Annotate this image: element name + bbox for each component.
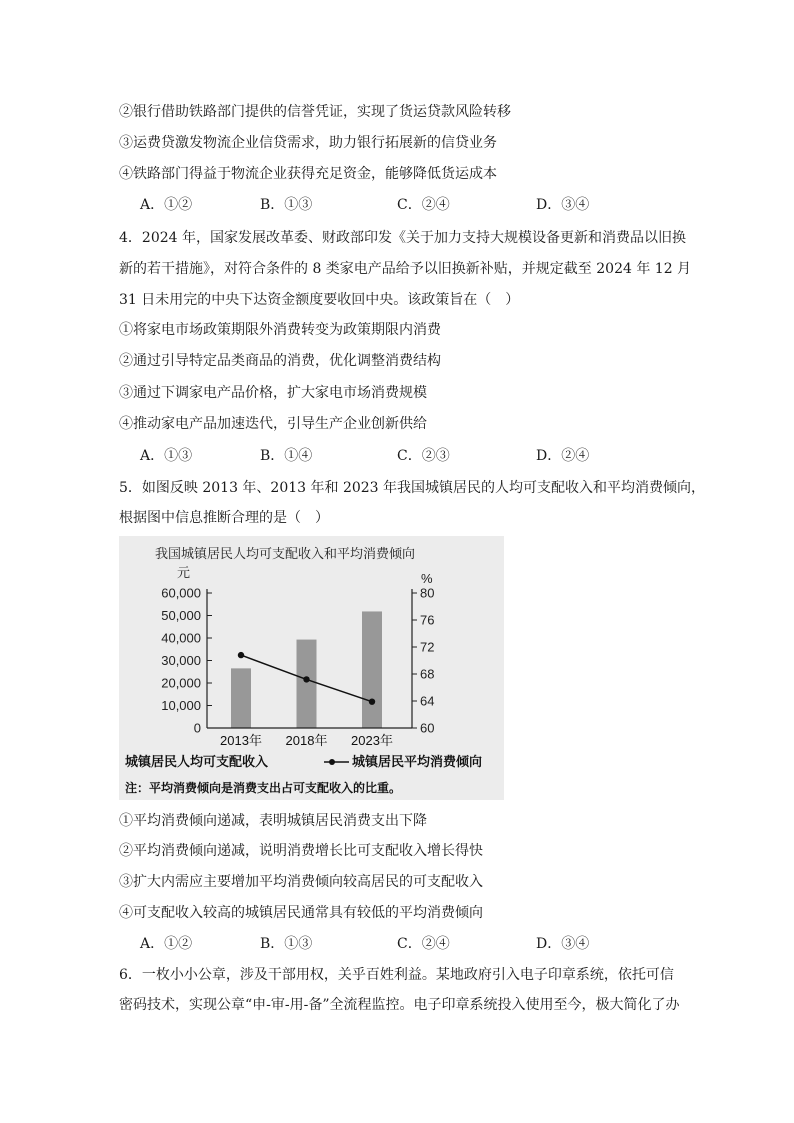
chart-legend	[125, 754, 482, 769]
q4-option-b: B．①④	[260, 448, 313, 464]
q5-statement-3: ③扩大内需应主要增加平均消费倾向较高居民的可支配收入	[119, 874, 483, 890]
q5-option-a: A．①②	[140, 936, 193, 952]
left-tick-label: 20,000	[161, 675, 201, 691]
consumption-propensity-point	[369, 698, 375, 704]
q5-statement-1: ①平均消费倾向递减，表明城镇居民消费支出下降	[119, 813, 427, 829]
income-bar	[231, 668, 251, 728]
q4-statement-1: ①将家电市场政策期限外消费转变为政策期限内消费	[119, 322, 441, 338]
q4-stem-line-2: 新的若干措施》，对符合条件的 8 类家电产品给予以旧换新补贴，并规定截至 2024 年 12 月	[119, 261, 692, 277]
q4-statement-3: ③通过下调家电产品价格，扩大家电市场消费规模	[119, 385, 427, 401]
right-tick-label: 76	[420, 612, 435, 628]
q5-statement-2: ②平均消费倾向递减，说明消费增长比可支配收入增长得快	[119, 843, 483, 859]
category-label: 2018年	[285, 733, 328, 748]
left-tick-label: 10,000	[161, 698, 201, 713]
chart-svg	[119, 536, 504, 800]
category-label: 2013年	[220, 733, 262, 748]
q5-option-b: B．①③	[260, 936, 313, 952]
q3-statement-2: ②银行借助铁路部门提供的信誉凭证，实现了货运贷款风险转移	[119, 104, 511, 120]
q4-option-c: C．②③	[397, 448, 450, 464]
q3-statement-3: ③运费贷激发物流企业信贷需求，助力银行拓展新的信贷业务	[119, 135, 497, 151]
left-tick-label: 50,000	[161, 608, 201, 623]
q5-stem-line-2: 根据图中信息推断合理的是（ ）	[119, 510, 329, 526]
consumption-propensity-point	[303, 676, 309, 682]
q5-chart	[119, 536, 504, 800]
left-tick-label: 60,000	[161, 585, 201, 601]
q3-options	[140, 195, 660, 215]
consumption-propensity-point	[238, 652, 244, 658]
q3-option-b: B．①③	[260, 197, 313, 213]
q6-stem-line-1: 6．一枚小小公章，涉及干部用权，关乎百姓利益。某地政府引入电子印章系统，依托可信	[119, 967, 674, 983]
right-tick-label: 80	[420, 585, 435, 601]
left-tick-label: 0	[193, 720, 201, 736]
right-tick-label: 72	[420, 639, 435, 655]
category-label: 2023年	[351, 733, 393, 748]
left-tick-label: 30,000	[161, 653, 201, 668]
q3-option-d: D．③④	[536, 197, 590, 213]
chart-note: 注：平均消费倾向是消费支出占可支配收入的比重。	[125, 781, 402, 795]
legend-bar-label: 城镇居民人均可支配收入	[125, 754, 269, 769]
q4-statement-2: ②通过引导特定品类商品的消费，优化调整消费结构	[119, 353, 441, 369]
right-tick-label: 68	[420, 666, 435, 682]
q3-option-c: C．②④	[397, 197, 450, 213]
q4-option-d: D．②④	[536, 448, 590, 464]
q6-stem-line-2: 密码技术，实现公章“申-审-用-备”全流程监控。电子印章系统投入使用至今，极大简化了办	[119, 997, 680, 1013]
q4-statement-4: ④推动家电产品加速迭代，引导生产企业创新供给	[119, 416, 427, 432]
income-bar	[297, 640, 317, 728]
q5-stem-line-1: 5．如图反映 2013 年、2013 年和 2023 年我国城镇居民的人均可支配收入和平均消费倾向，	[119, 480, 706, 496]
q4-option-a: A．①③	[140, 448, 193, 464]
right-tick-label: 64	[420, 693, 435, 709]
chart-title: 我国城镇居民人均可支配收入和平均消费倾向	[155, 546, 416, 561]
q5-statement-4: ④可支配收入较高的城镇居民通常具有较低的平均消费倾向	[119, 905, 483, 921]
left-axis-unit: 元	[177, 565, 191, 580]
q4-options	[140, 446, 660, 466]
q3-statement-4: ④铁路部门得益于物流企业获得充足资金，能够降低货运成本	[119, 166, 497, 182]
q5-option-c: C．②④	[397, 936, 450, 952]
q4-stem-line-3: 31 日未用完的中央下达资金额度要收回中央。该政策旨在（ ）	[119, 292, 520, 308]
q3-option-a: A．①②	[140, 197, 193, 213]
q5-option-d: D．③④	[536, 936, 590, 952]
legend-line-label: 城镇居民平均消费倾向	[352, 754, 483, 769]
legend-line-marker	[329, 759, 335, 765]
income-bar	[362, 611, 382, 728]
q4-stem-line-1: 4．2024 年，国家发展改革委、财政部印发《关于加力支持大规模设备更新和消费品以旧换	[119, 230, 686, 246]
right-axis-unit: %	[421, 571, 433, 586]
q5-options	[140, 934, 660, 954]
right-tick-label: 60	[420, 720, 435, 736]
left-tick-label: 40,000	[161, 630, 201, 646]
